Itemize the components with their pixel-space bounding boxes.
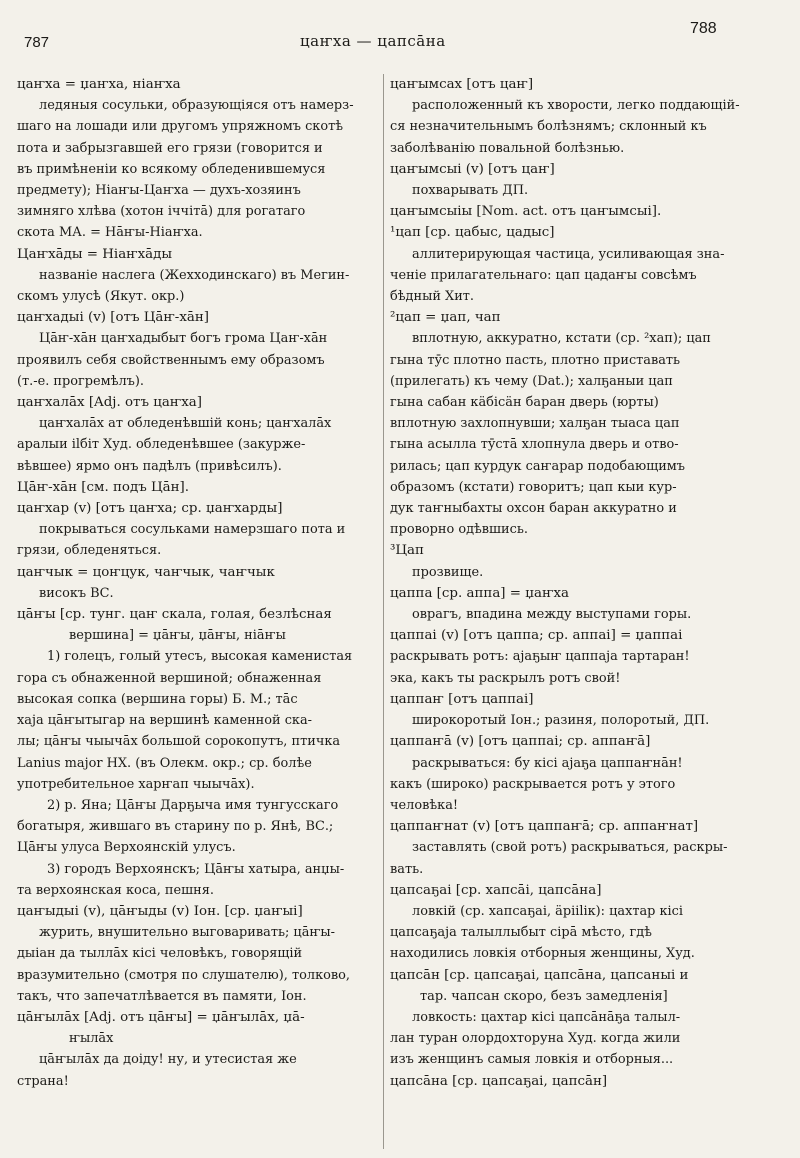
entry-line: 3) городъ Верхоянскъ; Цāҥы хатыра, анџы- xyxy=(47,861,345,877)
entry-line: заставлять (свой ротъ) раскрываться, раскры- xyxy=(412,840,728,856)
entry-line: раскрывать ротъ: аjаҕыҥ цаппаjа тартаран! xyxy=(390,649,690,665)
entry-line: эка, какъ ты раскрылъ ротъ свой! xyxy=(390,670,621,686)
entry-line: цапсаҕаjа талыллыбыт сірā мѣсто, гдѣ xyxy=(390,925,652,941)
entry-line: человѣка! xyxy=(390,797,459,813)
entry-line: вершина] = џāҥы, џāҥы, ніāҥы xyxy=(69,628,286,644)
entry-headword: Цāҥ-хāн [см. подъ Цāн]. xyxy=(17,479,190,495)
entry-line: скомъ улусѣ (Якут. окр.) xyxy=(17,289,185,305)
entry-line: Lanius major НХ. (въ Олекм. окр.; ср. болѣе xyxy=(17,755,312,771)
entry-headword: цаҥымсыіы [Nom. act. отъ цаҥымсыі]. xyxy=(390,204,662,220)
entry-line: Цāҥы улуса Верхоянскій улусъ. xyxy=(17,840,236,856)
entry-headword: цапсāн [ср. цапсаҕаі, цапсāна, цапсаныі и xyxy=(390,967,689,983)
entry-line: (прилегать) къ чему (Dat.); халҕаныи цап xyxy=(390,373,673,389)
entry-line: вѣвшее) ярмо онъ падѣлъ (привѣсилъ). xyxy=(17,458,282,474)
entry-line: такъ, что запечатлѣвается въ памяти, Іон. xyxy=(17,988,307,1004)
entry-line: Цāҥ-хāн цаҥхадыбыт богъ грома Цаҥ-хāн xyxy=(39,331,328,347)
entry-line: богатыря, жившаго въ старину по р. Янѣ, ВС.; xyxy=(17,819,334,835)
entry-line: гына тӯс плотно пасть, плотно приставать xyxy=(390,352,681,368)
entry-line: хаја цāҥытыгар на вершинѣ каменной ска- xyxy=(17,713,313,729)
entry-line: вплотную захлопнувши; халҕан тыаса цап xyxy=(390,416,680,432)
entry-line: 1) голецъ, голый утесъ, высокая каменистая xyxy=(47,649,353,665)
entry-line: похварывать ДП. xyxy=(412,183,529,199)
entry-line: употребительное харҥап чыычāх). xyxy=(17,776,255,792)
entry-line: аралыи ilбіт Худ. обледенѣвшее (закурже- xyxy=(17,437,306,453)
entry-headword: цаппаҥā (v) [отъ цаппаі; ср. аппаҥā] xyxy=(390,734,651,750)
entry-headword: цāҥы [ср. тунг. цаҥ скала, голая, безлѣсная xyxy=(17,607,332,623)
entry-line: шаго на лошади или другомъ упряжномъ скотѣ xyxy=(17,119,344,135)
entry-line: рилась; цап курдук саҥарар подобающимъ xyxy=(390,458,686,474)
entry-line: въ примѣненіи ко всякому обледенившемуся xyxy=(17,161,326,177)
entry-line: дыіан да тыллāх кісі человѣкъ, говорящій xyxy=(17,946,303,962)
entry-headword: Цаҥхāды = Ніаҥхāды xyxy=(17,246,173,262)
entry-line: пота и забрызгавшей его грязи (говорится и xyxy=(17,140,323,156)
page-number-right: 788 xyxy=(690,20,717,37)
entry-line: ҥылāх xyxy=(69,1031,114,1047)
entry-line: находились ловкія отборныя женщины, Худ. xyxy=(390,946,695,962)
entry-line: образомъ (кстати) говоритъ; цап кыи кур- xyxy=(390,479,677,495)
entry-line: ся незначительнымъ болѣзнямъ; склонный къ xyxy=(390,119,707,135)
entry-line: изъ женщинъ самыя ловкія и отборныя... xyxy=(390,1052,674,1068)
entry-headword: цаппа [ср. аппа] = џаҥха xyxy=(390,585,569,601)
entry-line: тар. чапсан скоро, безъ замедленія] xyxy=(420,988,668,1004)
entry-line: бѣдный Хит. xyxy=(390,289,475,305)
entry-headword: ¹цап [ср. цабыс, цадыс] xyxy=(390,225,555,241)
entry-headword: цаппаҥ [отъ цаппаі] xyxy=(390,691,534,707)
entry-headword: цаҥхалāх [Adj. отъ цаҥха] xyxy=(17,395,202,411)
entry-line: страна! xyxy=(17,1073,69,1089)
entry-headword: ³Цап xyxy=(390,543,424,559)
entry-line: 2) р. Яна; Цāҥы Дарҕыча имя тунгусскаго xyxy=(47,797,339,813)
entry-line: ловкій (ср. хапсаҕаі, äрііlік): цахтар кісі xyxy=(412,903,684,919)
entry-headword: цаҥымсах [отъ цаҥ] xyxy=(390,77,534,92)
entry-line: гора съ обнаженной вершиной; обнаженная xyxy=(17,670,322,686)
entry-headword: ²цап = џап, чап xyxy=(390,310,501,326)
entry-line: (т.-е. прогремѣлъ). xyxy=(17,373,144,389)
entry-line: цāҥылāх да доіду! ну, и утесистая же xyxy=(39,1052,297,1068)
entry-headword: цаҥымсыі (v) [отъ цаҥ] xyxy=(390,161,555,177)
entry-line: оврагъ, впадина между выступами горы. xyxy=(412,607,692,623)
entry-line: прозвище. xyxy=(412,564,484,580)
entry-line: вразумительно (смотря по слушателю), толково, xyxy=(17,967,351,983)
entry-line: какъ (широко) раскрывается ротъ у этого xyxy=(390,776,676,792)
entry-line: лан туран олордохторуна Худ. когда жили xyxy=(390,1031,681,1047)
entry-headword: цапсаҕаі [ср. хапсāі, цапсāна] xyxy=(390,882,602,898)
entry-line: лы; цāҥы чыычāх большой сорокопутъ, птичка xyxy=(17,734,341,750)
entry-line: проворно одѣвшись. xyxy=(390,522,528,538)
entry-line: вплотную, аккуратно, кстати (ср. ²хап); цап xyxy=(412,331,711,347)
entry-headword: цаҥха = џаҥха, ніаҥха xyxy=(17,77,181,92)
entry-headword: цāҥылāх [Adj. отъ цāҥы] = џāҥылāх, џā- xyxy=(17,1009,305,1025)
entry-headword: цаҥыдыі (v), цāҥыды (v) Іон. [ср. џаҥыі] xyxy=(17,903,303,919)
entry-line: ченіе прилагательнаго: цап цадаҥы совсѣмъ xyxy=(390,267,697,283)
page-number-left: 787 xyxy=(24,34,50,51)
entry-headword: цаппаі (v) [отъ цаппа; ср. аппаі] = џаппаі xyxy=(390,628,683,644)
entry-line: заболѣванію повальной болѣзнью. xyxy=(390,140,625,156)
entry-headword: цапсāна [ср. цапсаҕаі, цапсāн] xyxy=(390,1073,608,1089)
entry-line: вать. xyxy=(390,861,424,877)
entry-line: високъ ВС. xyxy=(39,585,114,601)
entry-line: гына асылла тӯстā хлопнула дверь и отво- xyxy=(390,437,679,453)
entry-line: журить, внушительно выговаривать; цāҥы- xyxy=(39,925,335,941)
entry-line: гына сабан кäбісäн баран дверь (юрты) xyxy=(390,395,659,411)
entry-line: названіе наслега (Жехходинскаго) въ Мегин- xyxy=(39,267,350,283)
entry-line: высокая сопка (вершина горы) Б. М.; тāс xyxy=(17,691,298,707)
right-column xyxy=(383,74,776,1149)
entry-headword: цаҥхадыі (v) [отъ Цāҥ-хāн] xyxy=(17,310,210,326)
entry-headword: цаҥчык = цоҥцук, чаҥчык, чаҥчык xyxy=(17,564,275,580)
entry-line: ловкость: цахтар кісі цапсāнāҕа талыл- xyxy=(412,1009,681,1025)
running-header: цаҥха — цапсāна xyxy=(300,32,446,50)
left-column xyxy=(17,74,375,1092)
entry-line: цаҥхалāх ат обледенѣвшій конь; цаҥхалāх xyxy=(39,416,332,432)
entry-line: предмету); Ніаҥы-Цаҥха — духъ-хозяинъ xyxy=(17,183,301,199)
entry-headword: цаппаҥнат (v) [отъ цаппаҥā; ср. аппаҥнат] xyxy=(390,819,699,835)
entry-line: покрываться сосульками намерзшаго пота и xyxy=(39,522,346,538)
entry-headword: цаҥхар (v) [отъ цаҥха; ср. џаҥхарды] xyxy=(17,501,283,517)
entry-line: раскрываться: бу кісі аjаҕа цаппаҥнāн! xyxy=(412,755,683,771)
entry-line: ледяныя сосульки, образующіяся отъ намерз- xyxy=(39,98,354,114)
entry-line: та верхоянская коса, пешня. xyxy=(17,882,214,898)
entry-line: широкоротый Іон.; разиня, полоротый, ДП. xyxy=(412,713,710,729)
entry-line: скота МА. = Нāҥы-Ніаҥха. xyxy=(17,225,203,241)
entry-line: грязи, обледеняться. xyxy=(17,543,162,559)
entry-line: дук таҥныбахты охсон баран аккуратно и xyxy=(390,501,677,517)
entry-line: проявилъ себя свойственнымъ ему образомъ xyxy=(17,352,325,368)
entry-line: аллитерирующая частица, усиливающая зна- xyxy=(412,246,725,262)
entry-line: зимняго хлѣва (хотон іччітā) для рогатаго xyxy=(17,204,306,220)
entry-line: расположенный къ хворости, легко поддающій- xyxy=(412,98,740,114)
